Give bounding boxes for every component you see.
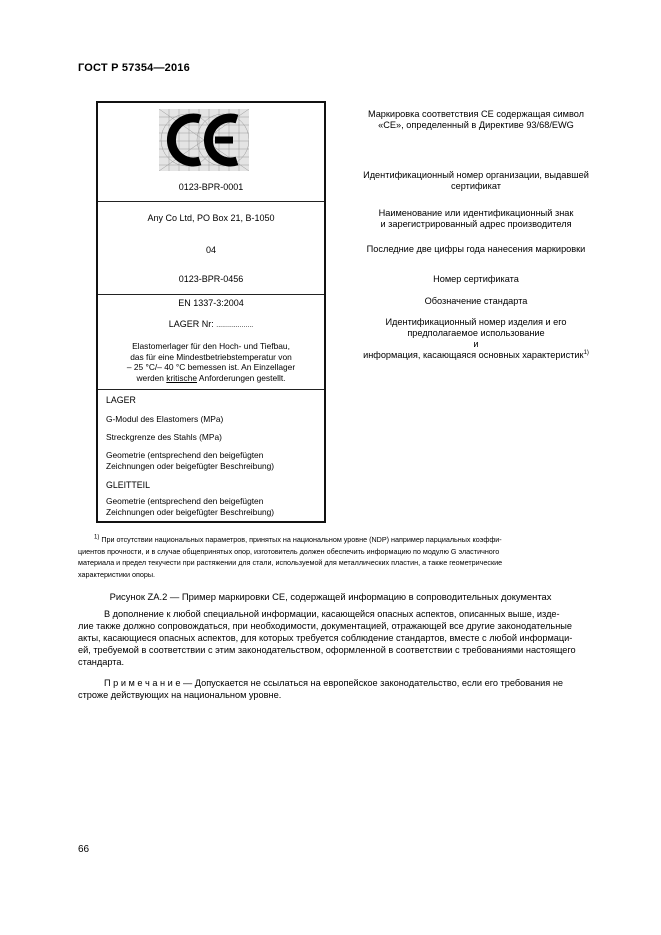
geometrie-line-2: Geometrie (entsprechend den beigefügten Zeichnungen oder beigefügter Beschreibung) xyxy=(106,496,275,517)
figure-caption: Рисунок ZA.2 — Пример маркировки СЕ, содержащей информацию в сопроводительных документах xyxy=(109,591,552,602)
desc-standard-designation: Обозначение стандарта xyxy=(424,296,528,306)
gleitteil-heading: GLEITTEIL xyxy=(106,480,150,490)
streckgrenze-line: Streckgrenze des Stahls (MPa) xyxy=(106,432,222,442)
desc-manufacturer-id: Наименование или идентификационный знак и зарегистрированный адрес производителя xyxy=(378,208,574,229)
label-section-characteristics xyxy=(98,389,324,523)
lager-heading: LAGER xyxy=(106,395,136,405)
note: П р и м е ч а н и е — Допускается не ссылаться на европейское законодательство, если его требования не строже действующих на национальном уровне. xyxy=(78,678,564,700)
desc-certificate-number: Номер сертификата xyxy=(433,274,519,284)
lager-number-dots: ................... xyxy=(216,322,254,329)
cert-body-number: 0123-BPR-0001 xyxy=(178,182,244,192)
lager-number-label: LAGER Nr: xyxy=(168,319,217,329)
g-modul-line: G-Modul des Elastomers (MPa) xyxy=(106,414,224,424)
standard-designation: EN 1337-3:2004 xyxy=(178,298,244,308)
label-section-ce xyxy=(98,103,324,202)
standard-header: ГОСТ Р 57354—2016 xyxy=(78,62,190,74)
note-label: П р и м е ч а н и е xyxy=(104,678,181,688)
body-paragraph: В дополнение к любой специальной информации, касающейся опасных аспектов, описанных выше, изде- лие также должно сопровождаться, при необходимости, документацией, отражающей все другие законодательные акты, касающиеся опасных аспектов, для которых требуется соблюдение стандартов, вместе с любой информаци- ей, требуемой в соответствии с этим законодательством, оформленной в соответствии с требованиями настоящего стандарта. xyxy=(78,609,576,667)
manufacturer-address: Any Co Ltd, PO Box 21, B-1050 xyxy=(147,213,275,223)
certificate-number: 0123-BPR-0456 xyxy=(178,274,244,284)
desc-year-digits: Последние две цифры года нанесения маркировки xyxy=(366,244,586,254)
desc-ce-marking: Маркировка соответствия СЕ содержащая символ «СЕ», определенный в Директиве 93/68/EWG xyxy=(367,109,585,130)
ce-label-box xyxy=(96,101,326,523)
page-number: 66 xyxy=(78,844,90,855)
geometrie-line-1: Geometrie (entsprechend den beigefügten Zeichnungen oder beigefügter Beschreibung) xyxy=(106,450,275,471)
footnote-marker: 1) xyxy=(94,534,100,541)
desc-product-id: Идентификационный номер изделия и его предполагаемое использование и информация, касающаяся основных характеристик$^{1)}$ xyxy=(363,317,589,360)
intended-use-line: – 25 °C/– 40 °C bemessen ist. An Einzellager xyxy=(126,362,296,372)
desc-cert-body-id: Идентификационный номер организации, выдавшей сертификат xyxy=(363,170,589,191)
intended-use-line: das für eine Mindestbetriebstemperatur von xyxy=(130,351,292,362)
inner-divider xyxy=(98,294,324,295)
lager-number xyxy=(98,319,324,329)
ce-logo-icon xyxy=(159,109,249,171)
footnote: $^{1)}$ При отсутствии национальных параметров, принятых на национальном уровне (NDP) например парциальных коэффи- циентов прочности, и в случае общепринятых опор, изготовитель должен обеспечить информацию по модулю G эластичного материала и предел текучести при растяжении для стали, используемой для металлических пластин, а также геометрические характеристики опоры. xyxy=(78,534,503,579)
intended-use-line: werden kritische Anforderungen gestellt. xyxy=(136,372,286,383)
intended-use-line: Elastomerlager für den Hoch- und Tiefbau, xyxy=(132,341,290,351)
year-digits: 04 xyxy=(205,245,216,255)
label-section-manufacturer xyxy=(98,201,324,390)
intended-use-text xyxy=(98,341,324,383)
